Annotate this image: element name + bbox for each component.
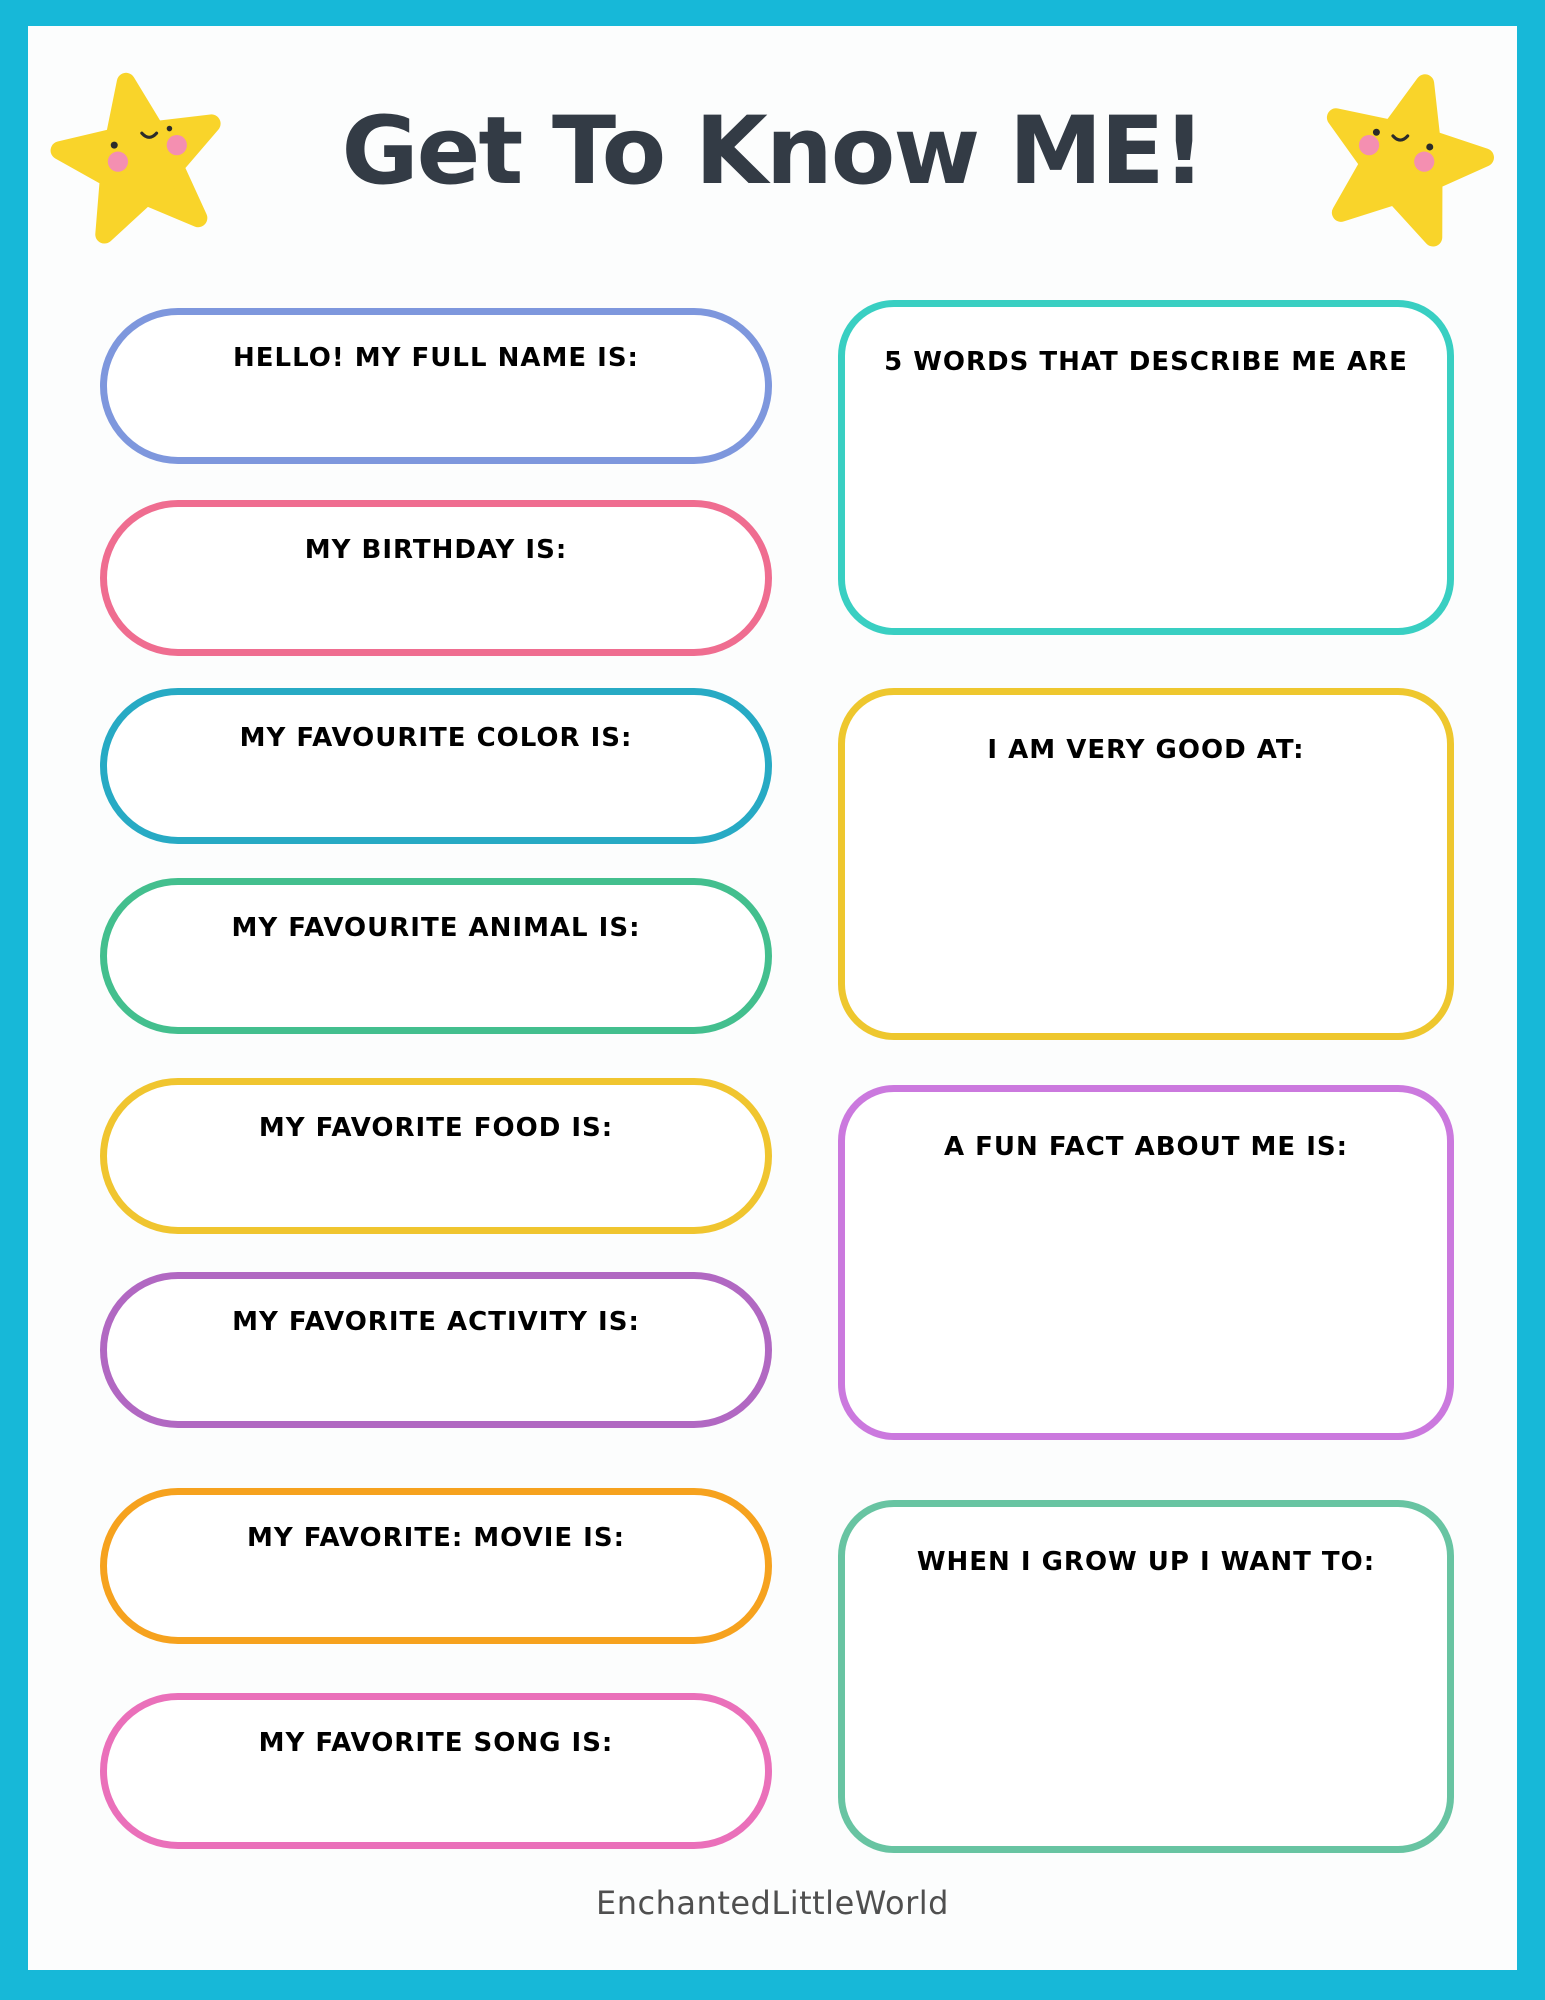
field-label: MY FAVORITE FOOD IS: [258,1113,614,1143]
field-five-words[interactable] [838,300,1454,635]
page-title: Get To Know ME! [341,97,1204,206]
field-birthday[interactable] [100,500,772,656]
field-label: A FUN FACT ABOUT ME IS: [943,1132,1349,1162]
field-label: I AM VERY GOOD AT: [987,735,1305,765]
field-label: MY FAVORITE SONG IS: [258,1728,614,1758]
field-label: HELLO! MY FULL NAME IS: [233,343,639,373]
field-label: WHEN I GROW UP I WANT TO: [916,1547,1376,1577]
field-label: MY FAVORITE: MOVIE IS: [247,1523,625,1553]
field-full-name[interactable] [100,308,772,464]
field-favorite-food[interactable] [100,1078,772,1234]
field-label: MY FAVORITE ACTIVITY IS: [232,1307,640,1337]
field-label: MY FAVOURITE COLOR IS: [239,723,633,753]
field-favorite-activity[interactable] [100,1272,772,1428]
field-label: MY FAVOURITE ANIMAL IS: [231,913,641,943]
field-favourite-color[interactable] [100,688,772,844]
field-label: 5 WORDS THAT DESCRIBE ME ARE [884,347,1408,377]
field-favorite-song[interactable] [100,1693,772,1849]
field-label: MY BIRTHDAY IS: [304,535,568,565]
field-good-at[interactable] [838,688,1454,1040]
field-favourite-animal[interactable] [100,878,772,1034]
footer-credit: EnchantedLittleWorld [596,1884,949,1922]
field-grow-up[interactable] [838,1500,1454,1853]
field-fun-fact[interactable] [838,1085,1454,1440]
field-favorite-movie[interactable] [100,1488,772,1644]
